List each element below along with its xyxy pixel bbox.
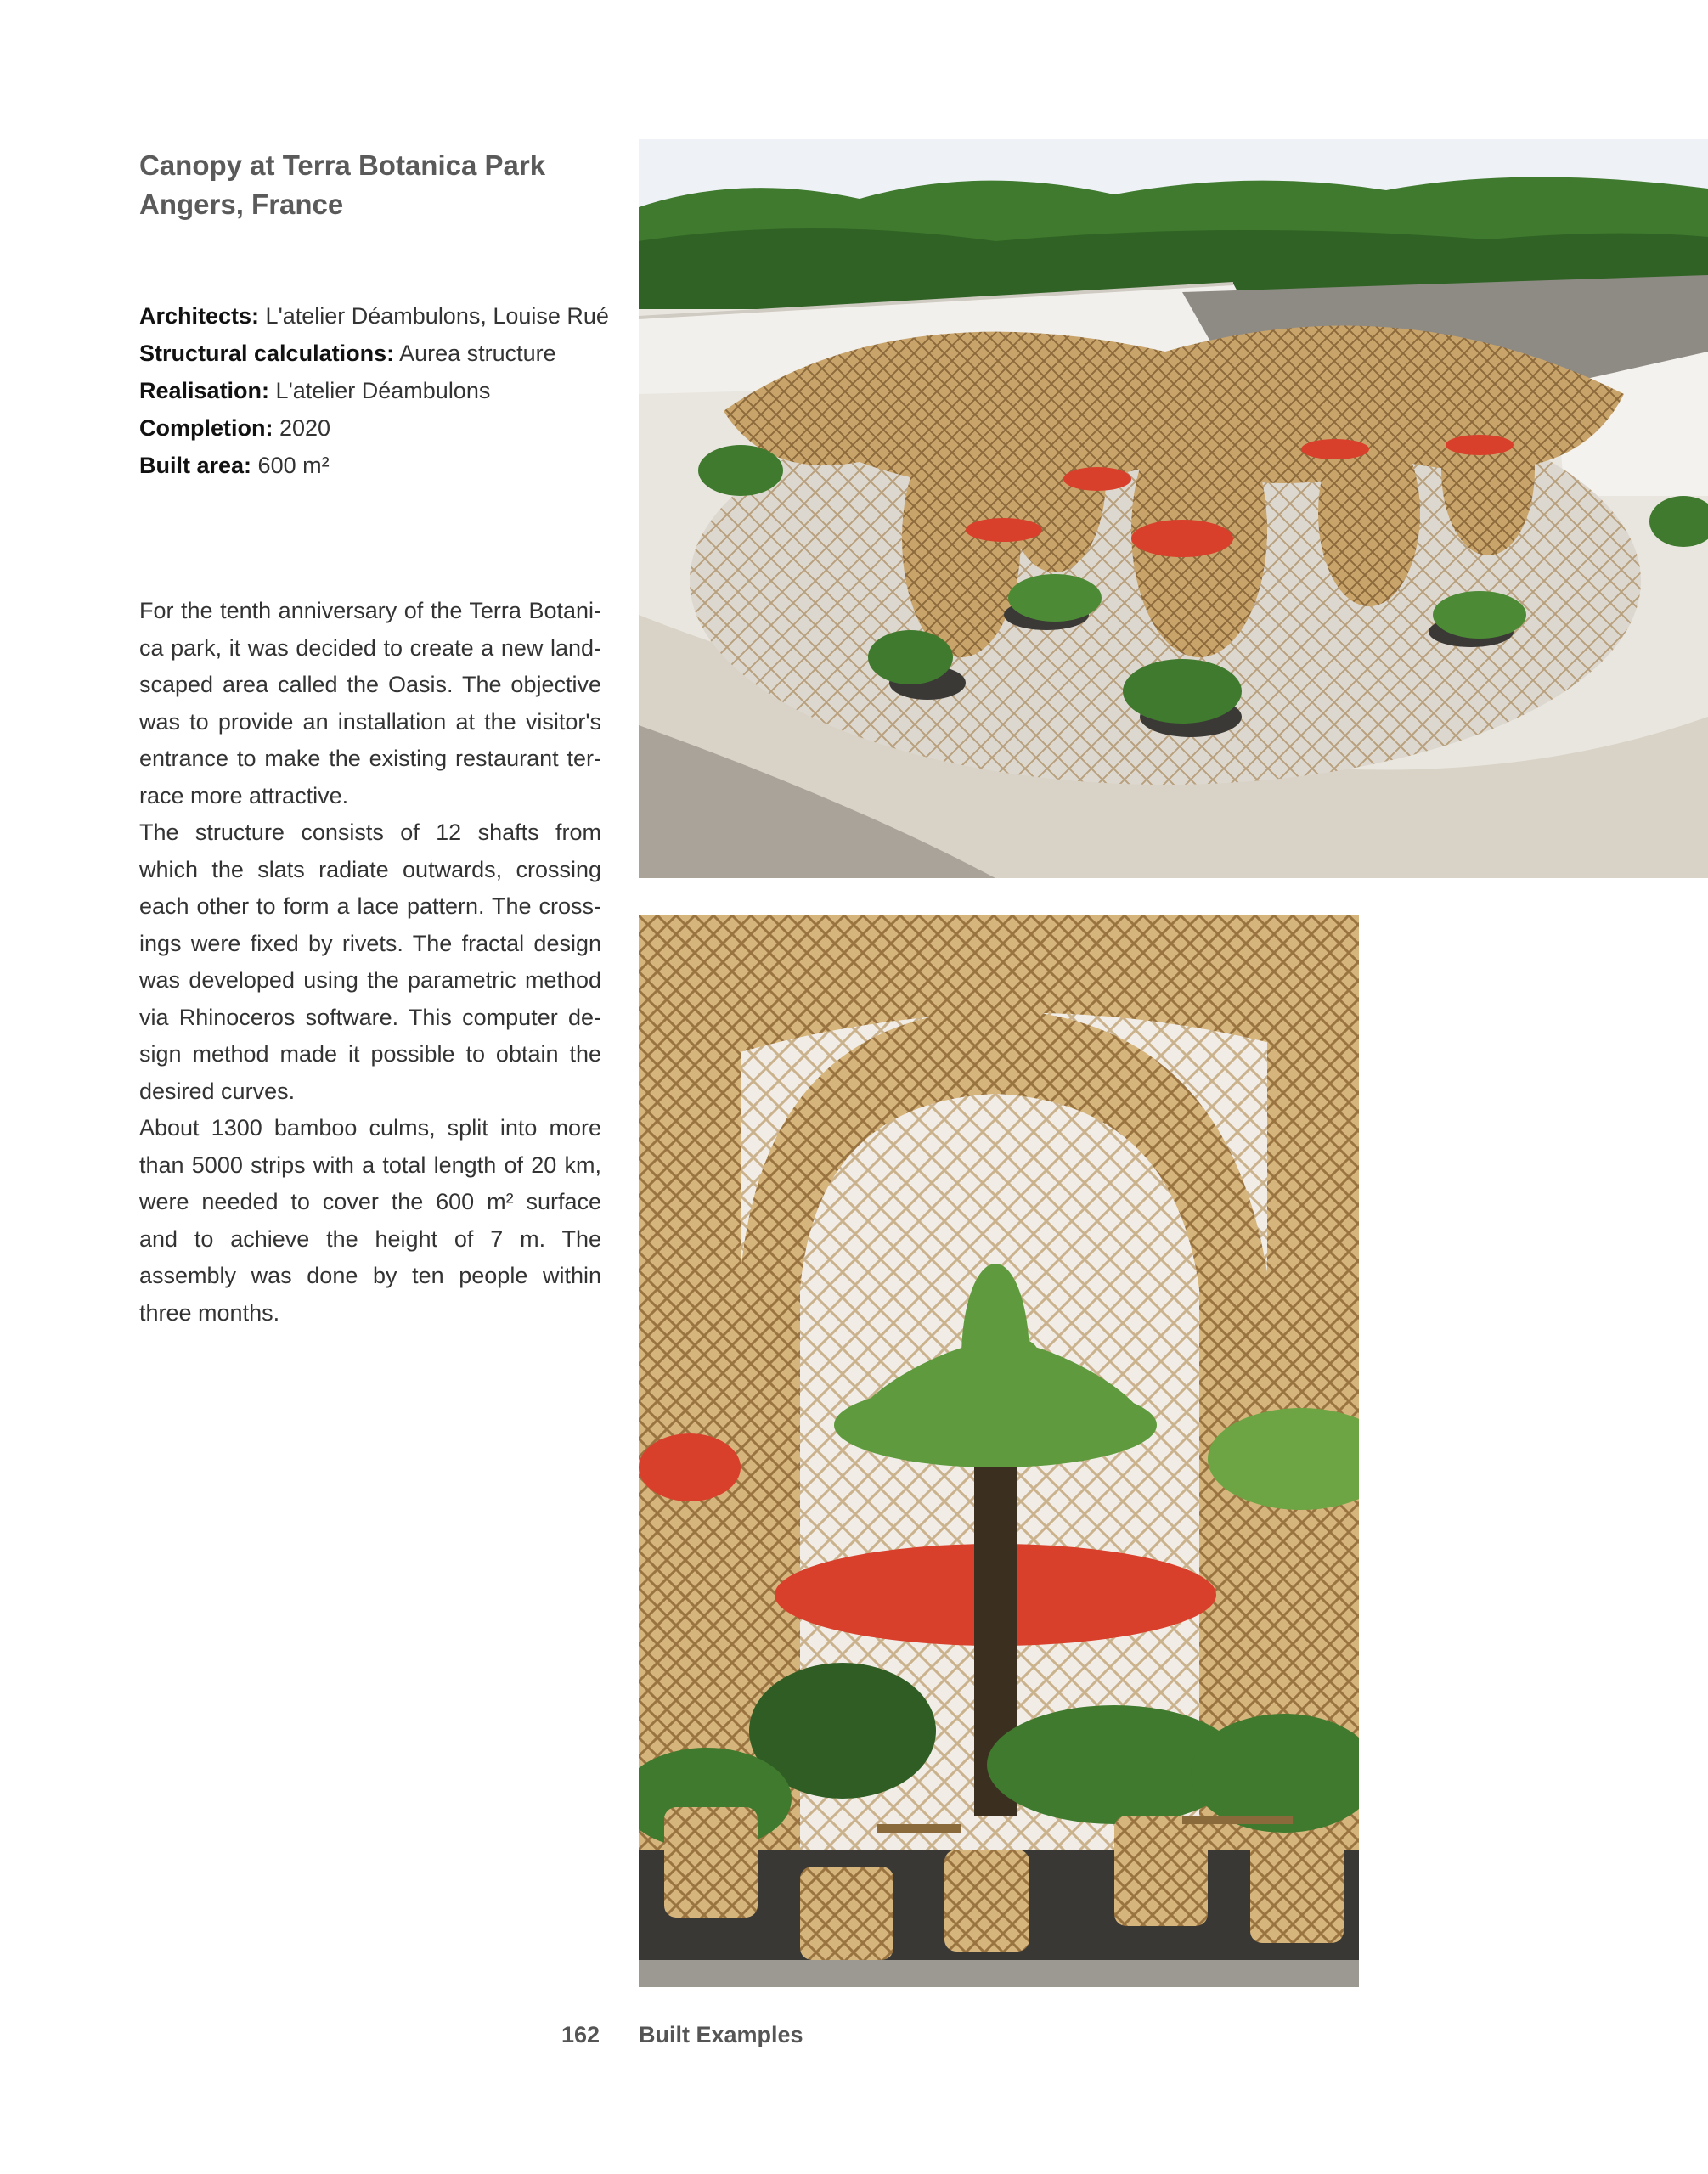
credit-label: Structural calculations: — [139, 341, 395, 366]
body-paragraph-1: For the tenth anniversary of the Terra Botanica park, it was decided to create a new landscaped area called the Oasis. The objective was to provide an installation at the visitor's entrance to make the existing restaurant terrace more attractive. — [139, 598, 601, 808]
canopy-aerial-photo — [639, 139, 1708, 878]
credit-value: 600 m² — [251, 453, 330, 478]
body-paragraph-3: About 1300 bamboo culms, split into more than 5000 strips with a total length of 20 km, were needed to cover the 600 m² surface and to achieve the height of 7 m. The assembly was done by ten people within three months. — [139, 1115, 601, 1326]
credit-architects — [139, 297, 615, 335]
title-line-2: Angers, France — [139, 189, 344, 220]
credit-label: Architects: — [139, 303, 260, 329]
credits-block — [139, 297, 615, 484]
credit-completion — [139, 409, 615, 447]
credit-label: Completion: — [139, 415, 273, 441]
canopy-aerial-illustration — [639, 139, 1708, 878]
body-paragraph-2: The structure consists of 12 shafts from which the slats radiate outwards, crossing each other to form a lace pattern. The crossings were fixed by rivets. The fractal design was developed using the parametric method via Rhinoceros software. This computer design method made it possible to obtain the desired curves. — [139, 819, 601, 1104]
section-title: Built Examples — [639, 2022, 803, 2047]
credit-realisation — [139, 372, 615, 409]
credit-label: Built area: — [139, 453, 252, 478]
page-title — [139, 146, 615, 224]
canopy-interior-illustration — [639, 915, 1359, 1987]
credit-value: L'atelier Déambulons — [269, 378, 491, 403]
title-line-1: Canopy at Terra Botanica Park — [139, 149, 546, 181]
credit-value: 2020 — [273, 415, 331, 441]
credit-value: L'atelier Déambulons, Louise Rué — [259, 303, 609, 329]
credit-structural — [139, 335, 615, 372]
page-number: 162 — [561, 2022, 600, 2047]
credit-built-area — [139, 447, 615, 484]
credit-label: Realisation: — [139, 378, 270, 403]
canopy-interior-photo — [639, 915, 1359, 1987]
credit-value: Aurea structure — [394, 341, 556, 366]
body-text — [139, 593, 601, 1332]
